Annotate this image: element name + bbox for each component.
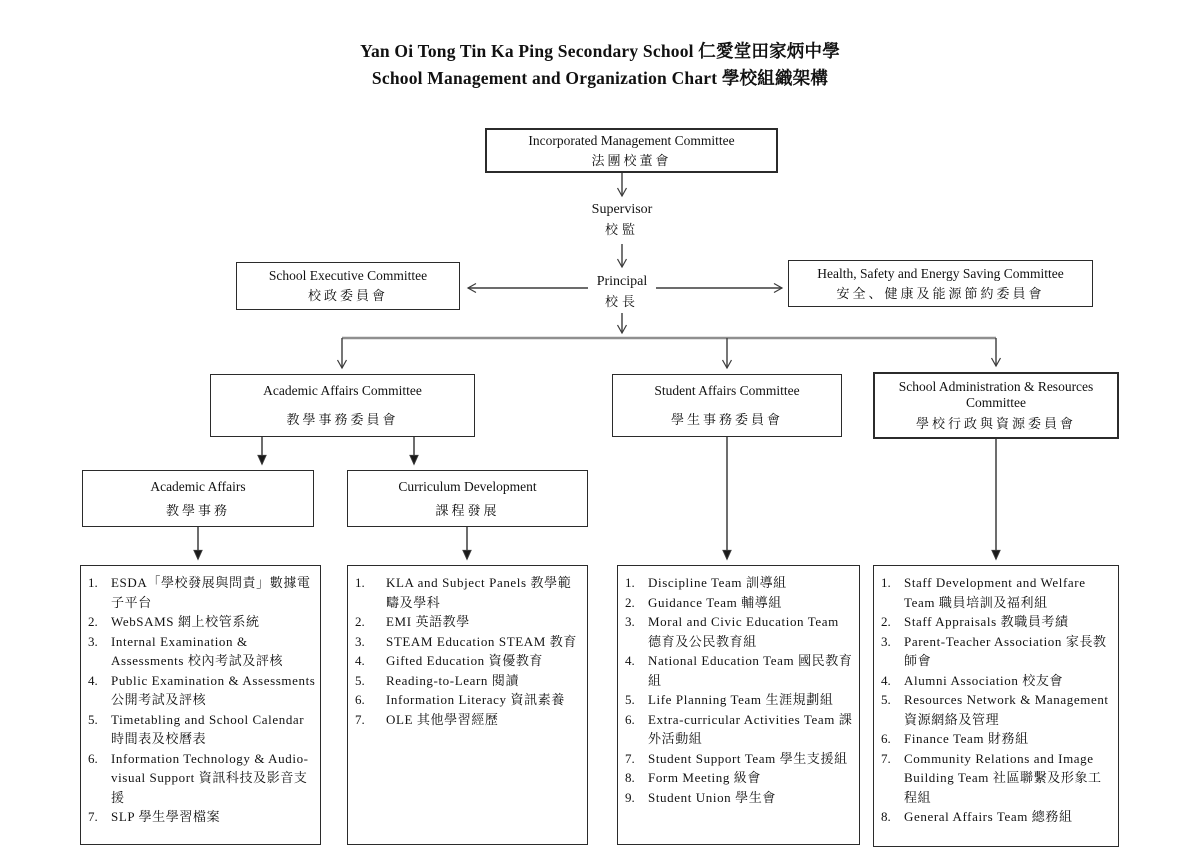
list-item-text: Form Meeting 級會 <box>648 770 761 785</box>
node-label-zh: 學生事務委員會 <box>670 412 783 427</box>
node-label-zh: 校監 <box>604 222 639 237</box>
list-item-number: 5. <box>625 692 635 707</box>
list-item-number: 4. <box>88 672 98 688</box>
node-academic-affairs <box>82 470 314 527</box>
list-item-text: KLA and Subject Panels 教學範疇及學科 <box>386 575 572 610</box>
list-item-number: 3. <box>88 633 98 649</box>
node-label-zh: 教學事務 <box>165 502 230 518</box>
list-item-number: 4. <box>881 672 891 688</box>
list-item <box>355 671 584 691</box>
list-item-number: 5. <box>88 711 98 727</box>
list-item-text: Life Planning Team 生涯規劃組 <box>648 692 834 707</box>
school-admin-resources-items <box>881 573 1115 827</box>
list-item <box>88 612 317 632</box>
list-item-text: National Education Team 國民教育組 <box>648 653 853 688</box>
list-item-number: 6. <box>88 750 98 766</box>
list-item <box>625 788 856 808</box>
list-item-text: General Affairs Team 總務組 <box>904 809 1073 824</box>
list-item <box>625 690 856 710</box>
node-label-en: Academic Affairs <box>150 478 246 494</box>
list-item <box>625 573 856 593</box>
list-item-text: STEAM Education STEAM 教育 <box>386 633 577 649</box>
list-item <box>88 807 317 827</box>
list-item-text: Information Literacy 資訊素養 <box>386 692 565 707</box>
list-item-text: Reading-to-Learn 閱讀 <box>386 672 520 688</box>
list-item-text: Information Technology & Audio-visual Support 資訊科技及影音支援 <box>111 750 309 805</box>
node-school-executive-committee <box>236 262 460 310</box>
node-supervisor <box>552 201 692 238</box>
list-item-text: Resources Network & Management 資源網絡及管理 <box>904 692 1109 727</box>
list-item-text: Internal Examination & Assessments 校內考試及評核 <box>111 633 284 668</box>
list-item-text: OLE 其他學習經歷 <box>386 711 499 727</box>
list-item-text: Alumni Association 校友會 <box>904 672 1064 688</box>
list-item-number: 1. <box>881 575 891 590</box>
node-label-en: Principal <box>596 274 648 289</box>
list-item-text: Gifted Education 資優教育 <box>386 653 544 668</box>
list-item <box>881 671 1115 691</box>
list-item <box>881 632 1115 671</box>
list-item-number: 6. <box>625 711 635 727</box>
page-title <box>0 38 1200 92</box>
page-title-line2: School Management and Organization Chart 學校組織架構 <box>371 68 829 88</box>
list-item <box>88 710 317 749</box>
list-item-number: 8. <box>625 770 635 785</box>
list-item <box>881 690 1115 729</box>
list-item-number: 2. <box>625 594 635 610</box>
list-item-text: Guidance Team 輔導組 <box>648 594 782 610</box>
node-student-affairs-committee <box>612 374 842 437</box>
list-item-number: 1. <box>625 575 635 590</box>
list-item <box>625 768 856 788</box>
list-item-text: WebSAMS 網上校管系統 <box>111 614 260 629</box>
list-item-number: 2. <box>881 614 891 629</box>
list-item-number: 3. <box>881 633 891 649</box>
list-item <box>355 690 584 710</box>
node-label-zh: 安全、健康及能源節約委員會 <box>836 285 1045 301</box>
node-label-en: Supervisor <box>591 202 653 217</box>
list-curriculum-development <box>347 565 588 845</box>
list-item-number: 8. <box>881 809 891 824</box>
node-academic-affairs-committee <box>210 374 475 437</box>
node-incorporated-management-committee <box>485 128 778 173</box>
list-item <box>625 612 856 651</box>
node-label-zh: 課程發展 <box>435 502 500 518</box>
node-label-zh: 校長 <box>604 294 639 309</box>
list-item <box>625 651 856 690</box>
list-item-text: Community Relations and Image Building Team 社區聯繫及形象工程組 <box>904 750 1102 805</box>
list-item-number: 7. <box>355 711 365 727</box>
list-item <box>881 612 1115 632</box>
list-item <box>355 612 584 632</box>
node-label-en: Health, Safety and Energy Saving Committee <box>817 265 1064 281</box>
academic-affairs-items <box>88 573 317 827</box>
list-academic-affairs <box>80 565 321 845</box>
list-item-text: Moral and Civic Education Team 德育及公民教育組 <box>648 614 839 649</box>
node-curriculum-development <box>347 470 588 527</box>
list-item-text: Staff Development and Welfare Team 職員培訓及福利組 <box>904 575 1086 610</box>
list-item <box>881 749 1115 808</box>
list-item <box>88 573 317 612</box>
list-item-number: 6. <box>881 731 891 746</box>
node-label-en: Curriculum Development <box>398 478 537 494</box>
node-label-zh: 教學事務委員會 <box>286 412 399 427</box>
node-label-en: School Executive Committee <box>268 268 428 283</box>
curriculum-development-items <box>355 573 584 729</box>
list-item-text: EMI 英語教學 <box>386 614 470 629</box>
list-item-number: 6. <box>355 692 365 707</box>
node-health-safety-energy-committee <box>788 260 1093 307</box>
list-item-number: 2. <box>88 614 98 629</box>
list-item <box>881 573 1115 612</box>
list-item-text: Finance Team 財務組 <box>904 731 1029 746</box>
list-item <box>625 593 856 613</box>
list-item <box>625 749 856 769</box>
list-item-text: Extra-curricular Activities Team 課外活動組 <box>648 711 853 746</box>
list-item-text: Discipline Team 訓導組 <box>648 575 787 590</box>
list-item-number: 2. <box>355 614 365 629</box>
list-item-number: 4. <box>355 653 365 668</box>
list-item-number: 5. <box>355 672 365 688</box>
node-label-en: Academic Affairs Committee <box>263 383 422 398</box>
list-item-text: Student Union 學生會 <box>648 789 776 805</box>
list-item-text: Staff Appraisals 教職員考績 <box>904 614 1069 629</box>
list-item-number: 3. <box>355 633 365 649</box>
list-item <box>355 632 584 652</box>
node-label-en: Student Affairs Committee <box>654 383 800 398</box>
list-item-number: 4. <box>625 653 635 668</box>
node-label-zh: 學校行政與資源委員會 <box>915 416 1076 431</box>
list-item-number: 7. <box>625 750 635 766</box>
node-label-en: School Administration & Resources Committee <box>898 379 1094 410</box>
list-item <box>355 710 584 730</box>
node-label-zh: 校政委員會 <box>307 288 388 303</box>
node-school-admin-resources-committee <box>873 372 1119 439</box>
list-item-text: Timetabling and School Calendar 時間表及校曆表 <box>111 711 305 746</box>
node-principal <box>552 273 692 310</box>
list-item-text: Student Support Team 學生支援組 <box>648 750 848 766</box>
list-item-number: 1. <box>88 575 98 590</box>
list-item <box>355 651 584 671</box>
list-item-number: 9. <box>625 789 635 805</box>
list-item <box>88 671 317 710</box>
list-item-number: 1. <box>355 575 365 590</box>
node-label-zh: 法團校董會 <box>591 152 672 168</box>
list-item-number: 3. <box>625 614 635 629</box>
list-item <box>625 710 856 749</box>
node-label-en: Incorporated Management Committee <box>528 132 735 148</box>
list-item-text: Parent-Teacher Association 家長教師會 <box>904 633 1107 668</box>
list-item-text: ESDA「學校發展與問責」數據電子平台 <box>111 575 311 610</box>
list-student-affairs <box>617 565 860 845</box>
list-item-number: 5. <box>881 692 891 707</box>
list-item <box>881 729 1115 749</box>
list-item <box>88 749 317 808</box>
list-item-number: 7. <box>881 750 891 766</box>
list-item <box>88 632 317 671</box>
student-affairs-items <box>625 573 856 807</box>
list-item-text: SLP 學生學習檔案 <box>111 809 221 824</box>
list-item <box>881 807 1115 827</box>
list-item <box>355 573 584 612</box>
list-item-text: Public Examination & Assessments 公開考試及評核 <box>111 672 316 707</box>
list-item-number: 7. <box>88 809 98 824</box>
list-school-admin-resources <box>873 565 1119 847</box>
page-title-line1: Yan Oi Tong Tin Ka Ping Secondary School 仁愛堂田家炳中學 <box>360 41 840 61</box>
